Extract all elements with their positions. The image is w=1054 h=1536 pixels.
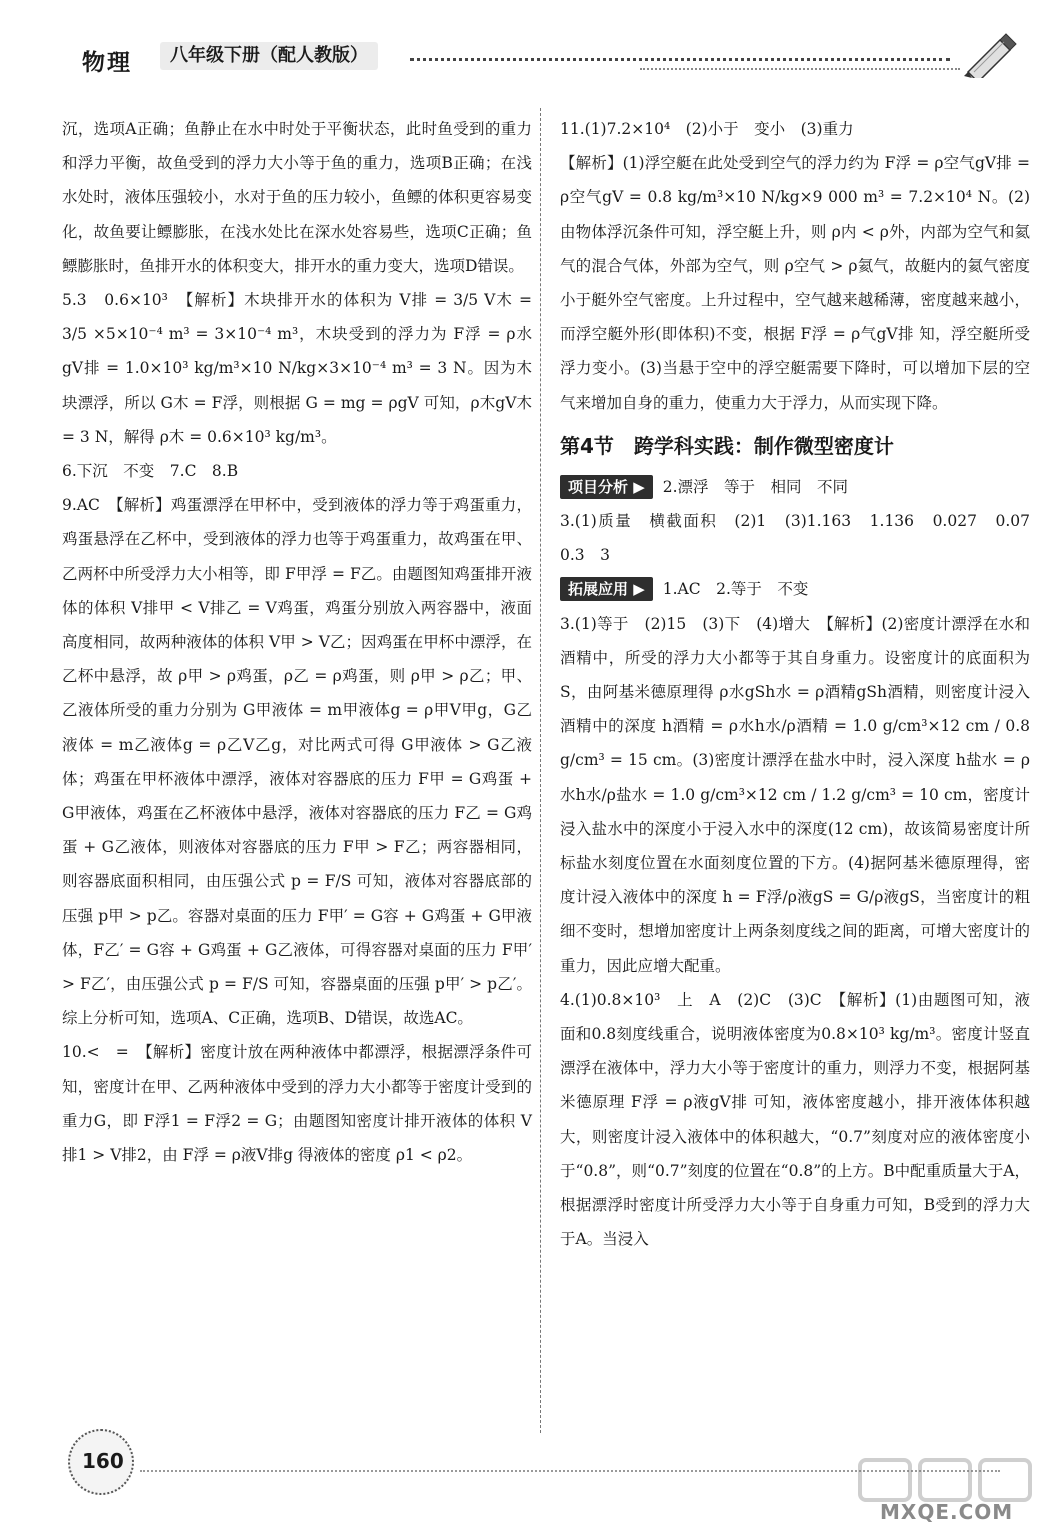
header-divider-secondary bbox=[640, 68, 960, 70]
extension-line bbox=[560, 572, 1030, 606]
answer-paragraph: 【解析】(1)浮空艇在此处受到空气的浮力约为 F浮 = ρ空气gV排 = ρ空气gV = 0.8 kg/m³×10 N/kg×9 000 m³ = 7.2×10⁴ N。(2)由物体浮沉条件可知，浮空艇上升，则 ρ内 < ρ外，内部为空气和氦气的混合气体，外部为空气，则 ρ空气 > ρ氦气，故艇内的氦气密度小于艇外空气密度。上升过程中，空气越来越稀薄，密度越来越小，而浮空艇外形(即体积)不变，根据 F浮 = ρ气gV排 知，浮空艇所受浮力变小。(3)当悬于空中的浮空艇需要下降时，可以增加下层的空气来增加自身的重力，使重力大于浮力，从而实现下降。 bbox=[560, 154, 1035, 412]
header-divider bbox=[410, 58, 950, 61]
answer-paragraph: 4.(1)0.8×10³ 上 A (2)C (3)C 【解析】(1)由题图可知，液面和0.8刻度线重合，说明液体密度为0.8×10³ kg/m³。密度计竖直漂浮在液体中，浮力大小等于密度计的重力，则浮力不变，根据阿基米德原理 F浮 = ρ液gV排 可知，液体密度越小，排开液体体积越大，则密度计浸入液体中的体积越大，“0.7”刻度对应的液体密度小于“0.8”，则“0.7”刻度的位置在“0.8”的上方。B中配重质量大于A，根据漂浮时密度计所受浮力大小等于自身重力可知，B受到的浮力大于A。当浸入 bbox=[560, 990, 1030, 1249]
page-number-badge bbox=[64, 1427, 144, 1507]
column-divider bbox=[540, 108, 541, 1433]
extension-tag: 拓展应用 ▶ bbox=[560, 577, 653, 601]
answer-paragraph: 9.AC 【解析】鸡蛋漂浮在甲杯中，受到液体的浮力等于鸡蛋重力，鸡蛋悬浮在乙杯中，受到液体的浮力也等于鸡蛋重力，故鸡蛋在甲、乙两杯中所受浮力大小相等，即 F甲浮 = F乙。由题图知鸡蛋排开液体的体积 V排甲 < V排乙 = V鸡蛋，鸡蛋分别放入两容器中，液面高度相同，故两种液体的体积 V甲 > V乙；因鸡蛋在甲杯中漂浮，在乙杯中悬浮，故 ρ甲 > ρ鸡蛋，ρ乙 = ρ鸡蛋，则 ρ甲 > ρ乙；甲、乙液体所受的重力分别为 G甲液体 = m甲液体g = ρ甲V甲g，G乙液体 = m乙液体g = ρ乙V乙g，对比两式可得 G甲液体 > G乙液体；鸡蛋在甲杯液体中漂浮，液体对容器底的压力 F甲 = G鸡蛋 + G甲液体，鸡蛋在乙杯液体中悬浮，液体对容器底的压力 F乙 = G鸡蛋 + G乙液体，则液体对容器底的压力 F甲 > F乙；两容器相同，则容器底面积相同，由压强公式 p = F/S 可知，液体对容器底部的压强 p甲 > p乙。容器对桌面的压力 F甲′ = G容 + G鸡蛋 + G甲液体，F乙′ = G容 + G鸡蛋 + G乙液体，可得容器对桌面的压力 F甲′ > F乙′，由压强公式 p = F/S 可知，容器桌面的压强 p甲′ > p乙′。综上分析可知，选项A、C正确，选项B、D错误，故选AC。 bbox=[62, 496, 537, 1028]
answer-paragraph: 3.(1)等于 (2)15 (3)下 (4)增大 【解析】(2)密度计漂浮在水和酒精中，所受的浮力大小都等于其自身重力。设密度计的底面积为S，由阿基米德原理得 ρ水gSh水 = ρ酒精gSh酒精，则密度计浸入酒精中的深度 h酒精 = ρ水h水/ρ酒精 = 1.0 g/cm³×12 cm / 0.8 g/cm³ = 15 cm。(3)密度计漂浮在盐水中时，浸入深度 h盐水 = ρ水h水/ρ盐水 = 1.0 g/cm³×12 cm / 1.2 g/cm³ = 10 cm，密度计浸入盐水中的深度小于浸入水中的深度(12 cm)，故该简易密度计所标盐水刻度位置在水面刻度位置的下方。(4)据阿基米德原理得，密度计浸入液体中的深度 h = F浮/ρ液gS = G/ρ液gS，当密度计的粗细不变时，想增加密度计上两条刻度线之间的距离，可增大密度计的重力，因此应增大配重。 bbox=[560, 614, 1035, 975]
subject-title: 物理 bbox=[82, 50, 132, 76]
project-analysis-line bbox=[560, 470, 1030, 504]
project-analysis-answer: 2.漂浮 等于 相同 不同 bbox=[662, 477, 849, 496]
page-number: 160 bbox=[82, 1449, 124, 1473]
book-label: 八年级下册（配人教版） bbox=[160, 42, 378, 70]
extension-answer: 1.AC 2.等于 不变 bbox=[662, 580, 809, 599]
answer-paragraph: 11.(1)7.2×10⁴ (2)小于 变小 (3)重力 bbox=[560, 120, 854, 138]
watermark-text: MXQE.COM bbox=[880, 1500, 1014, 1524]
answer-paragraph: 10.< = 【解析】密度计放在两种液体中都漂浮，根据漂浮条件可知，密度计在甲、乙两种液体中受到的浮力大小都等于密度计受到的重力G，即 F浮1 = F浮2 = G；由题图知密度计排开液体的体积 V排1 > V排2，由 F浮 = ρ液V排g 得液体的密度 ρ1 < ρ2。 bbox=[62, 1043, 532, 1165]
left-column bbox=[62, 112, 537, 1172]
answer-paragraph: 沉，选项A正确；鱼静止在水中时处于平衡状态，此时鱼受到的重力和浮力平衡，故鱼受到的浮力大小等于鱼的重力，选项B正确；在浅水处时，液体压强较小，水对于鱼的压力较小，鱼鳔的体积更容易变化，故鱼要让鳔膨胀，在浅水处比在深水处容易些，选项C正确；鱼鳔膨胀时，鱼排开水的体积变大，排开水的重力变大，选项D错误。 bbox=[62, 120, 532, 275]
answer-paragraph: 5.3 0.6×10³ 【解析】木块排开水的体积为 V排 = 3/5 V木 = 3/5 ×5×10⁻⁴ m³ = 3×10⁻⁴ m³，木块受到的浮力为 F浮 = ρ水gV排 = 1.0×10³ kg/m³×10 N/kg×3×10⁻⁴ m³ = 3 N。因为木块漂浮，所以 G木 = F浮，则根据 G = mg = ρgV 可知，ρ木gV木 = 3 N，解得 ρ木 = 0.6×10³ kg/m³。 bbox=[62, 291, 537, 446]
answer-paragraph: 3.(1)质量 横截面积 (2)1 (3)1.163 1.136 0.027 0.07 0.3 3 bbox=[560, 512, 1046, 565]
page-header bbox=[80, 38, 1000, 78]
project-analysis-tag: 项目分析 ▶ bbox=[560, 475, 653, 499]
answer-paragraph: 6.下沉 不变 7.C 8.B bbox=[62, 462, 239, 481]
pen-icon bbox=[960, 32, 1018, 78]
right-column bbox=[560, 112, 1046, 1257]
section-title: 第4节 跨学科实践：制作微型密度计 bbox=[560, 433, 894, 458]
